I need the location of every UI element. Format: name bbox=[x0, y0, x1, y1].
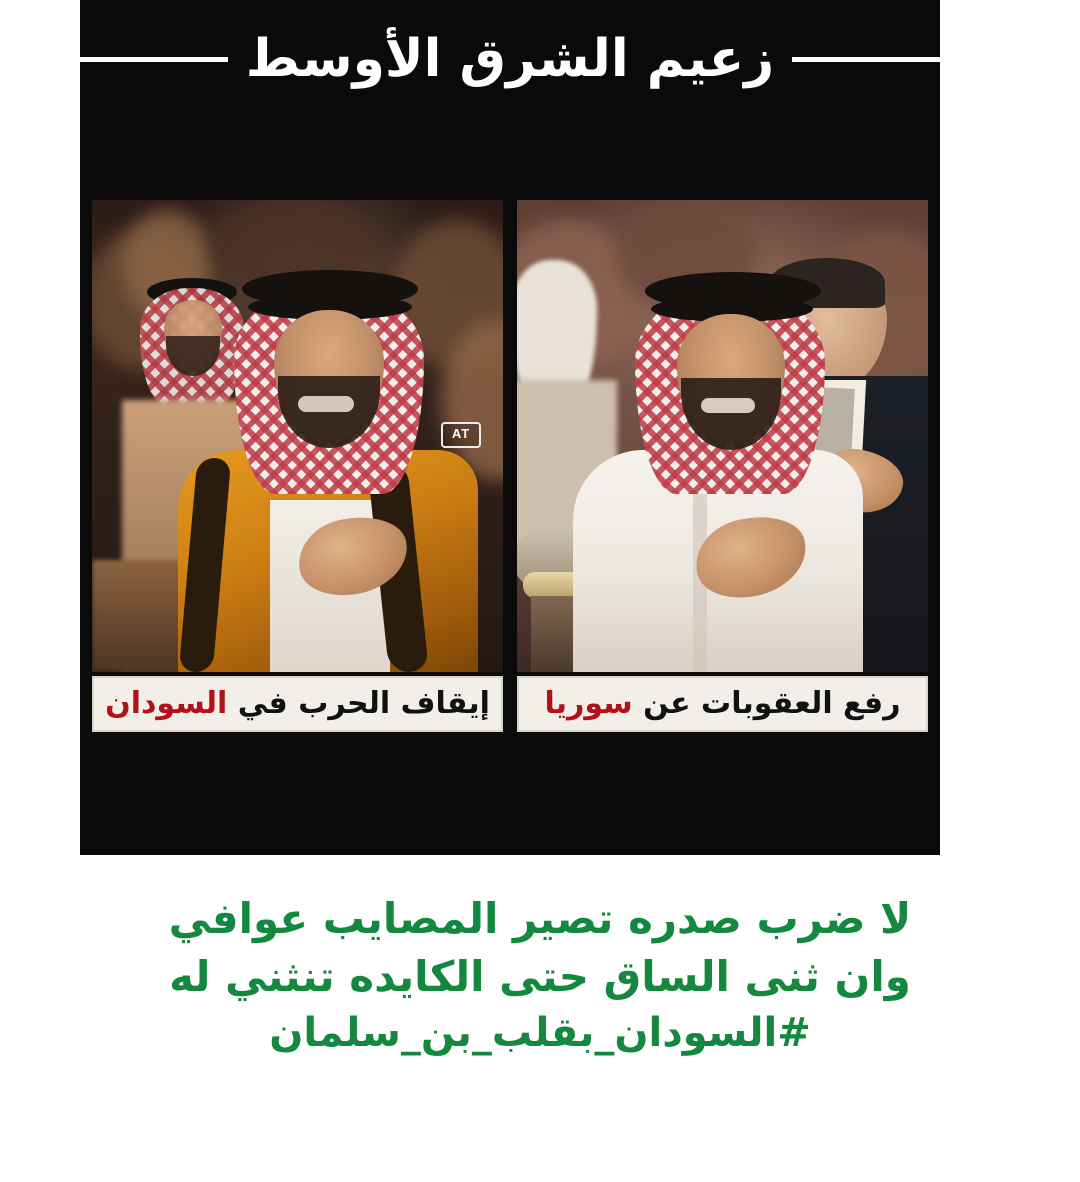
caption-right-highlight: السودان bbox=[105, 686, 228, 721]
caption-left-prefix: رفع العقوبات عن bbox=[632, 686, 901, 721]
caption-left bbox=[517, 676, 928, 732]
poem-block bbox=[60, 890, 1020, 1061]
page-title: زعيم الشرق الأوسط bbox=[245, 29, 775, 89]
smile bbox=[298, 396, 354, 412]
poem-line-2: وان ثنى الساق حتى الكايده تنثني له bbox=[169, 951, 911, 1001]
poem-hashtag: #السودان_بقلب_بن_سلمان bbox=[269, 1009, 811, 1056]
watermark-badge: AT bbox=[441, 422, 481, 448]
photo-left bbox=[517, 200, 928, 672]
caption-right-prefix: إيقاف الحرب في bbox=[227, 686, 490, 721]
caption-bars bbox=[92, 676, 928, 732]
background-figure bbox=[517, 260, 597, 400]
caption-left-highlight: سوريا bbox=[544, 686, 633, 721]
headline-rule-left bbox=[78, 57, 228, 62]
black-banner bbox=[80, 0, 940, 855]
photo-pair bbox=[92, 200, 928, 672]
smile bbox=[701, 398, 755, 413]
photo-right bbox=[92, 200, 503, 672]
headline-rule-right bbox=[792, 57, 942, 62]
poem-line-1: لا ضرب صدره تصير المصايب عوافي bbox=[168, 894, 912, 943]
caption-right bbox=[92, 676, 503, 732]
headline-row bbox=[80, 0, 940, 118]
